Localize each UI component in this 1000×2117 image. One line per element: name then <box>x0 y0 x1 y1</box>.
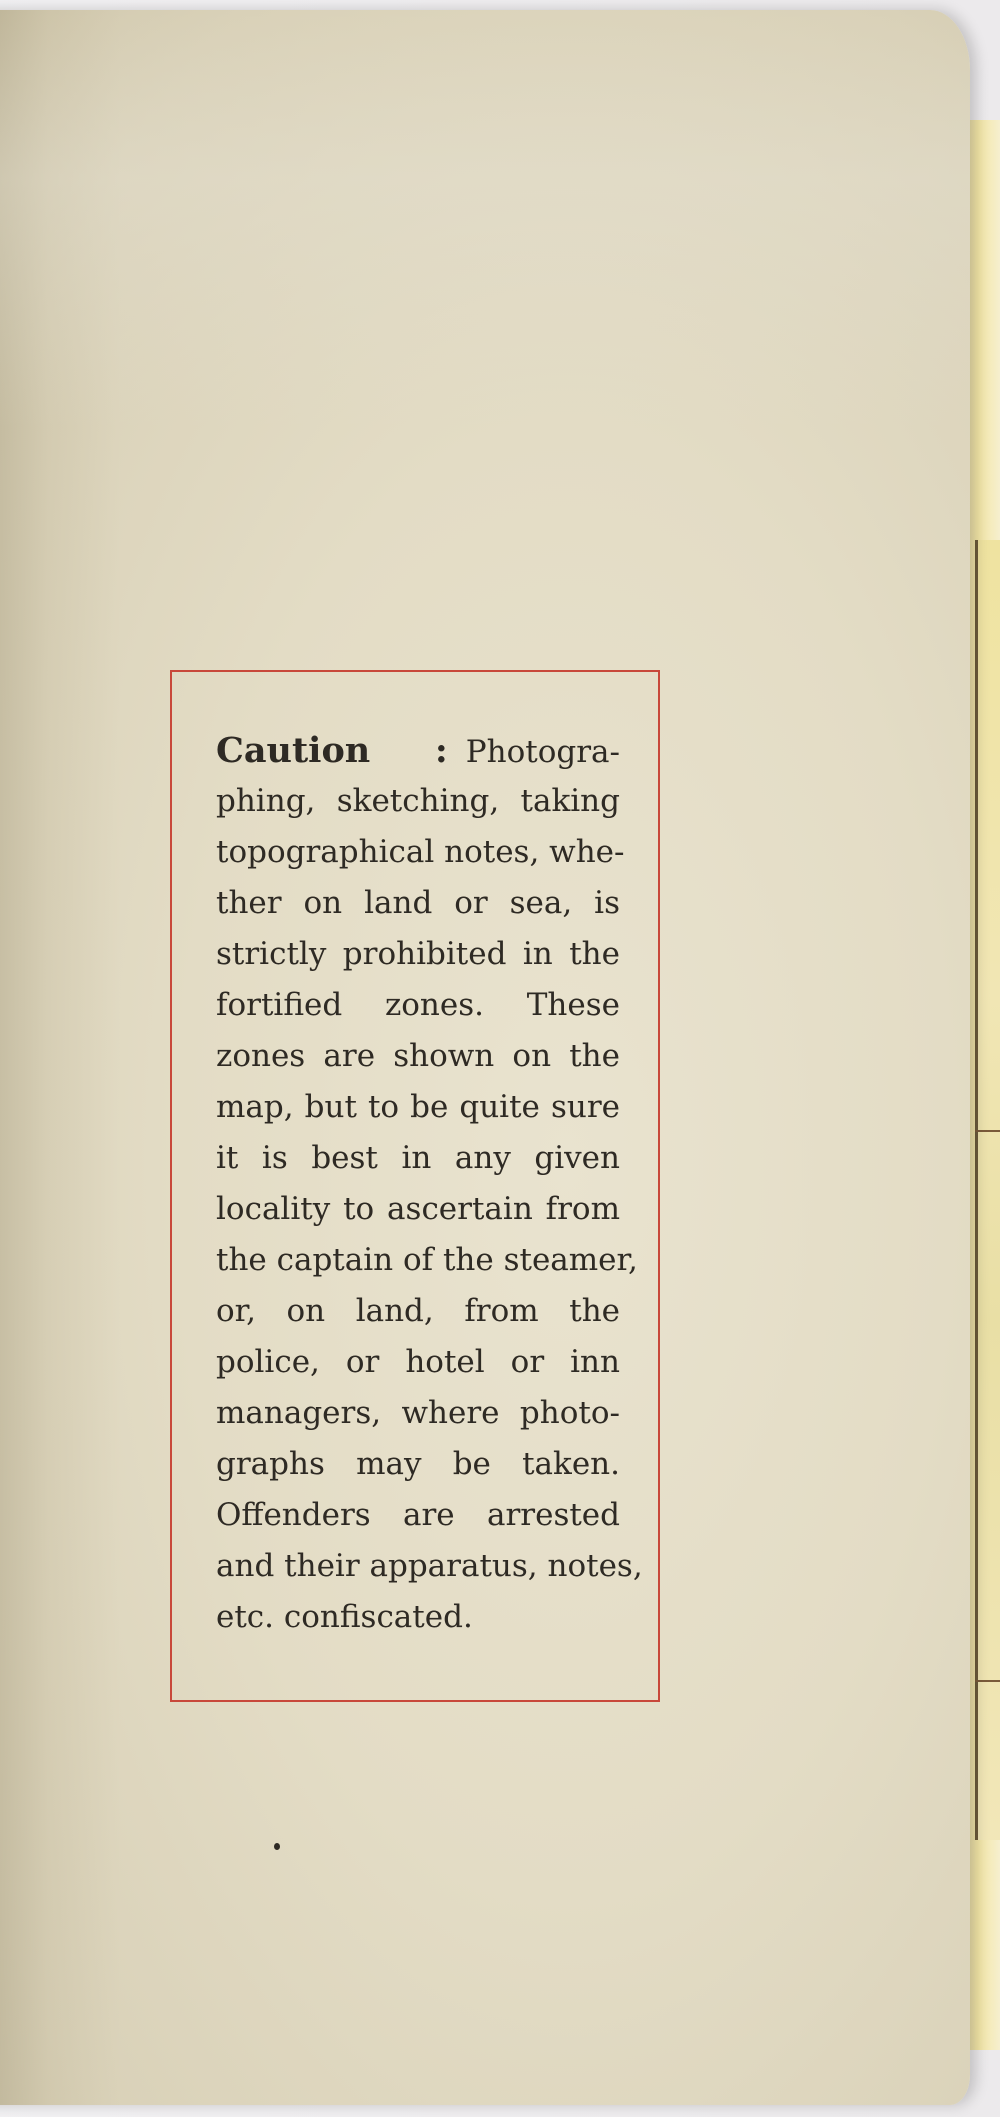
map-strip <box>975 540 1000 1840</box>
caution-line: Offenders are arrested <box>216 1497 620 1533</box>
caution-line: topographical notes, whe- <box>216 834 625 870</box>
caution-line: phing, sketching, taking <box>216 783 620 819</box>
caution-heading: Caution : <box>216 730 448 771</box>
caution-line: or, on land, from the <box>216 1293 620 1329</box>
caution-line: police, or hotel or inn <box>216 1344 620 1380</box>
paper-speck <box>274 1843 280 1850</box>
caution-line: the captain of the steamer, <box>216 1242 638 1278</box>
caution-line: fortified zones. These <box>216 987 620 1023</box>
caution-line: graphs may be taken. <box>216 1446 620 1482</box>
caution-line: it is best in any given <box>216 1140 620 1176</box>
caution-notice <box>216 725 643 1643</box>
caution-line: map, but to be quite sure <box>216 1089 620 1125</box>
caution-line: ther on land or sea, is <box>216 885 620 921</box>
caution-line: strictly prohibited in the <box>216 936 620 972</box>
caution-line: zones are shown on the <box>216 1038 620 1074</box>
map-border-line <box>975 1130 1000 1132</box>
caution-line: Caution : Photogra- <box>216 730 620 771</box>
caution-line: and their apparatus, notes, <box>216 1548 643 1584</box>
caution-line: etc. confiscated. <box>216 1599 473 1635</box>
caution-line: managers, where photo- <box>216 1395 620 1431</box>
page-highlight <box>0 10 970 430</box>
map-border-line <box>975 1680 1000 1682</box>
caution-line: locality to ascertain from <box>216 1191 620 1227</box>
